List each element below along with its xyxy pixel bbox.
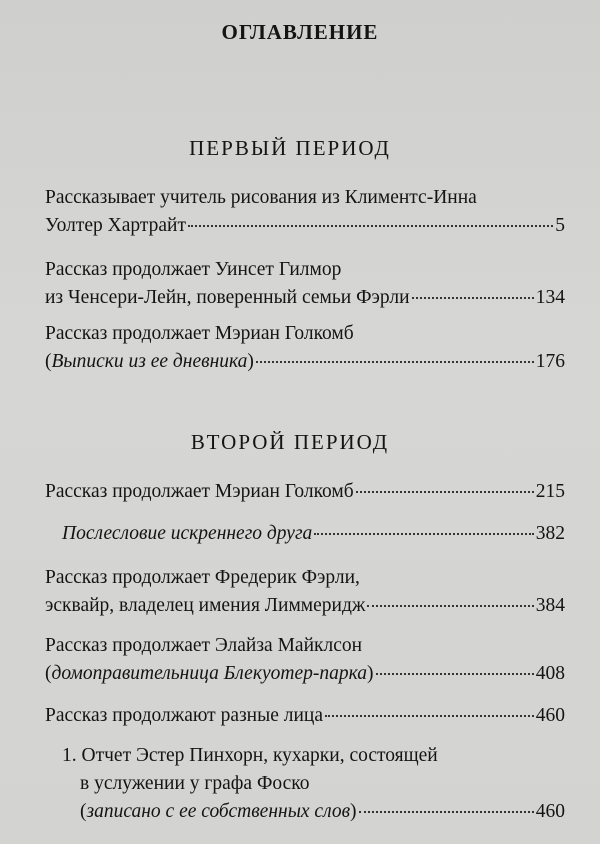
dot-leader	[367, 605, 533, 607]
page-title: ОГЛАВЛЕНИЕ	[221, 20, 379, 44]
toc-line	[62, 770, 565, 798]
toc-line	[45, 660, 565, 688]
entry-text: Рассказ продолжают разные лица	[45, 705, 324, 726]
dot-leader	[314, 533, 533, 535]
entry-text: из Ченсери-Лейн, поверенный семьи Фэрли	[45, 287, 410, 308]
dot-leader	[188, 225, 553, 227]
entry-text: Послесловие искреннего друга	[62, 523, 313, 544]
entry-text: 1. Отчет Эстер Пинхорн, кухарки, состоящей	[62, 745, 438, 766]
toc-line	[62, 520, 565, 548]
toc-line	[45, 564, 565, 592]
entry-text: Рассказ продолжает Мэриан Голкомб	[45, 323, 354, 344]
toc-line	[62, 742, 565, 770]
page-number: 384	[535, 595, 565, 616]
entry-text: Рассказывает учитель рисования из Климентс-Инна	[45, 187, 477, 208]
entry-text: Рассказ продолжает Фредерик Фэрли,	[45, 567, 360, 588]
toc-entry[interactable]	[45, 478, 565, 506]
entry-text: Рассказ продолжает Элайза Майклсон	[45, 635, 363, 656]
dot-leader	[256, 361, 534, 363]
entry-subtitle: (Выписки из ее дневника)	[45, 351, 254, 372]
toc-entry[interactable]	[45, 564, 565, 620]
page-number: 382	[535, 523, 565, 544]
toc-entry[interactable]	[45, 256, 565, 312]
page-number: 460	[535, 705, 565, 726]
dot-leader	[325, 715, 534, 717]
dot-leader	[356, 491, 534, 493]
toc-line	[45, 320, 565, 348]
period-heading-1: ПЕРВЫЙ ПЕРИОД	[189, 136, 391, 160]
toc-line	[45, 592, 565, 620]
toc-entry[interactable]	[45, 702, 565, 730]
period-heading-2: ВТОРОЙ ПЕРИОД	[190, 430, 390, 454]
toc-entry[interactable]	[45, 632, 565, 688]
entry-subtitle: (записано с ее собственных слов)	[80, 801, 357, 822]
entry-text: Рассказ продолжает Уинсет Гилмор	[45, 259, 342, 280]
toc-entry[interactable]	[62, 520, 565, 548]
entry-text: в услужении у графа Фоско	[80, 773, 310, 794]
toc-line	[45, 184, 565, 212]
page-number: 176	[535, 351, 565, 372]
page-number: 134	[535, 287, 565, 308]
entry-subtitle: (домоправительница Блекуотер-парка)	[45, 663, 374, 684]
page-number: 5	[555, 215, 565, 236]
entry-text: Рассказ продолжает Мэриан Голкомб	[45, 481, 354, 502]
toc-line	[45, 212, 565, 240]
entry-text: Уолтер Хартрайт	[45, 215, 186, 236]
toc-line	[45, 256, 565, 284]
toc-line	[62, 798, 565, 826]
toc-line	[45, 702, 565, 730]
page-number: 408	[535, 663, 565, 684]
toc-line	[45, 632, 565, 660]
toc-line	[45, 478, 565, 506]
dot-leader	[376, 673, 534, 675]
toc-entry[interactable]	[45, 320, 565, 376]
entry-text: эсквайр, владелец имения Лиммеридж	[45, 595, 366, 616]
page-number: 215	[535, 481, 565, 502]
toc-line	[45, 348, 565, 376]
page-number: 460	[535, 801, 565, 822]
toc-entry[interactable]	[45, 184, 565, 240]
toc-entry[interactable]	[62, 742, 565, 826]
dot-leader	[412, 297, 534, 299]
toc-line	[45, 284, 565, 312]
dot-leader	[359, 811, 534, 813]
